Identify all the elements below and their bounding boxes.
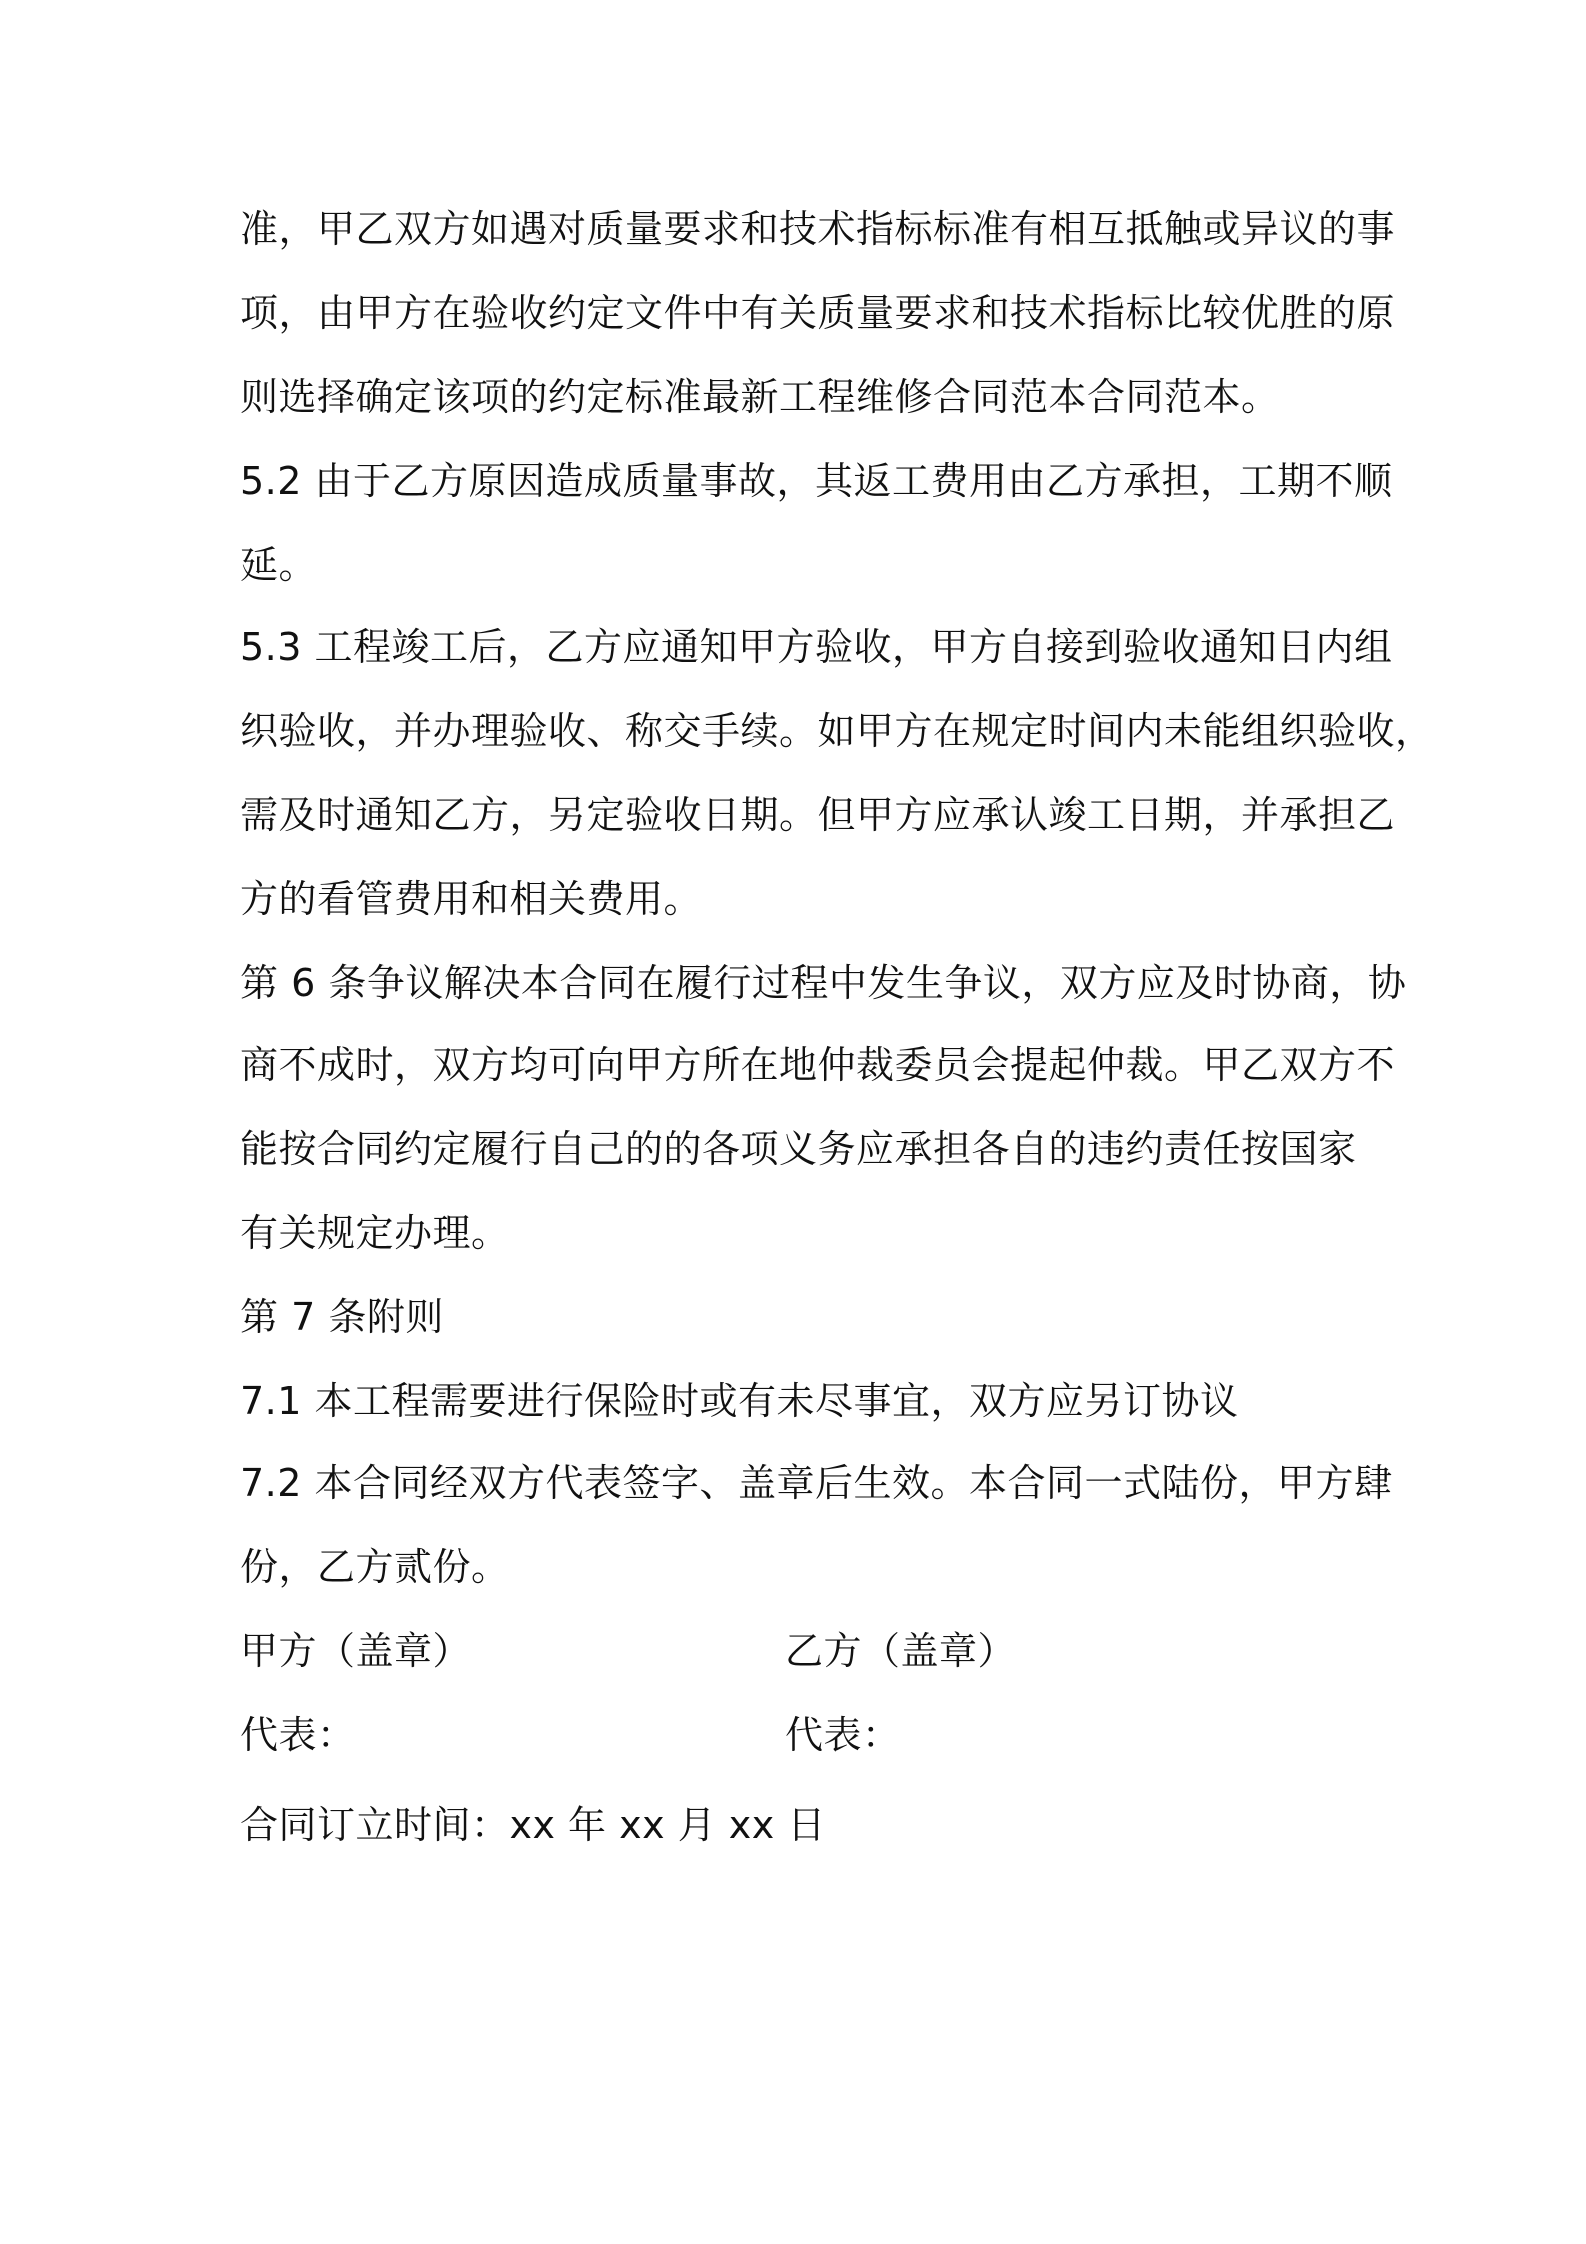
clause-5-3: 5.3 工程竣工后，乙方应通知甲方验收，甲方自接到验收通知日内组 (240, 625, 1393, 669)
body-line: 则选择确定该项的约定标准最新工程维修合同范本合同范本。 (240, 375, 1280, 419)
body-line: 商不成时，双方均可向甲方所在地仲裁委员会提起仲裁。甲乙双方不 (240, 1043, 1396, 1087)
party-b-seal: 乙方（盖章） (785, 1629, 1017, 1673)
clause-7-2: 7.2 本合同经双方代表签字、盖章后生效。本合同一式陆份，甲方肆 (240, 1461, 1393, 1505)
party-a-seal: 甲方（盖章） (240, 1629, 472, 1673)
body-line: 有关规定办理。 (240, 1211, 510, 1255)
body-line: 能按合同约定履行自己的的各项义务应承担各自的违约责任按国家 (240, 1127, 1357, 1171)
party-a-representative: 代表： (240, 1713, 356, 1757)
clause-5-2: 5.2 由于乙方原因造成质量事故，其返工费用由乙方承担，工期不顺 (240, 459, 1393, 503)
body-line: 份，乙方贰份。 (240, 1545, 510, 1589)
article-6: 第 6 条争议解决本合同在履行过程中发生争议，双方应及时协商，协 (240, 961, 1407, 1005)
body-line: 织验收，并办理验收、称交手续。如甲方在规定时间内未能组织验收， (240, 709, 1434, 753)
clause-7-1: 7.1 本工程需要进行保险时或有未尽事宜，双方应另订协议 (240, 1379, 1239, 1423)
party-b-representative: 代表： (785, 1713, 901, 1757)
body-line: 项，由甲方在验收约定文件中有关质量要求和技术指标比较优胜的原 (240, 291, 1396, 335)
contract-date: 合同订立时间：xx 年 xx 月 xx 日 (240, 1803, 826, 1847)
body-line: 延。 (240, 543, 318, 587)
article-7-heading: 第 7 条附则 (240, 1295, 444, 1339)
body-line: 需及时通知乙方，另定验收日期。但甲方应承认竣工日期，并承担乙 (240, 793, 1396, 837)
body-line: 方的看管费用和相关费用。 (240, 877, 703, 921)
body-line: 准，甲乙双方如遇对质量要求和技术指标标准有相互抵触或异议的事 (240, 207, 1396, 251)
